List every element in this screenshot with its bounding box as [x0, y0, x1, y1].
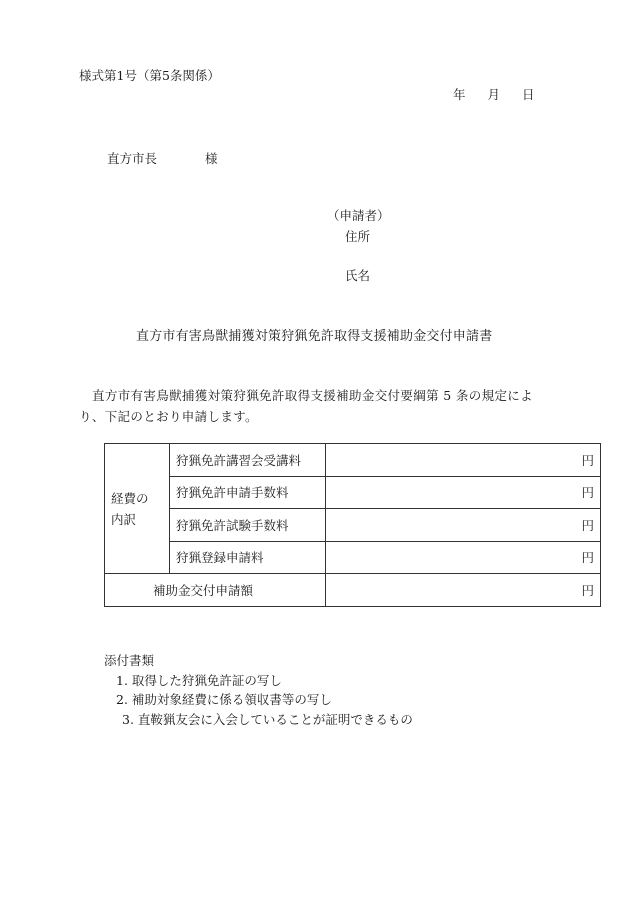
total-amount-field[interactable]: 円 [326, 574, 601, 607]
form-number: 様式第1号（第5条関係） [79, 68, 220, 83]
category-label-line1: 経費の [111, 490, 149, 506]
name-label: 氏名 [345, 268, 371, 283]
recipient-name: 直方市長 [107, 151, 158, 166]
expense-category-cell [105, 444, 170, 574]
total-label: 補助金交付申請額 [105, 574, 326, 607]
expense-item-label: 狩猟免許申請手数料 [170, 476, 326, 509]
date-month-label: 月 [487, 87, 501, 102]
expense-amount-field[interactable]: 円 [326, 541, 601, 574]
attachment-item: 2. 補助対象経費に係る領収書等の写し [116, 692, 332, 707]
applicant-label: （申請者） [327, 208, 390, 223]
attachments-title: 添付書類 [104, 653, 155, 668]
table-row [105, 574, 601, 607]
date-day-label: 日 [522, 87, 535, 102]
document-body: 直方市有害鳥獣捕獲対策狩猟免許取得支援補助金交付要綱第 5 条の規定により、下記のとおり申請します。 [79, 388, 534, 424]
date-line [453, 85, 535, 103]
expense-amount-field[interactable]: 円 [326, 444, 601, 477]
attachment-item: 3. 直鞍猟友会に入会していることが証明できるもの [122, 712, 413, 727]
expense-table [104, 443, 601, 607]
date-year-label: 年 [453, 87, 466, 102]
document-title: 直方市有害鳥獣捕獲対策狩猟免許取得支援補助金交付申請書 [136, 329, 493, 344]
expense-amount-field[interactable]: 円 [326, 476, 601, 509]
table-row [105, 509, 601, 542]
expense-item-label: 狩猟免許講習会受講料 [170, 444, 326, 477]
table-row [105, 476, 601, 509]
recipient-honorific: 様 [205, 151, 218, 166]
expense-item-label: 狩猟免許試験手数料 [170, 509, 326, 542]
expense-amount-field[interactable]: 円 [326, 509, 601, 542]
attachment-item: 1. 取得した狩猟免許証の写し [116, 673, 282, 688]
category-label-line2: 内訳 [111, 511, 137, 527]
recipient-line [107, 149, 218, 167]
table-row [105, 541, 601, 574]
expense-item-label: 狩猟登録申請料 [170, 541, 326, 574]
address-label: 住所 [345, 229, 371, 244]
table-row [105, 444, 601, 477]
